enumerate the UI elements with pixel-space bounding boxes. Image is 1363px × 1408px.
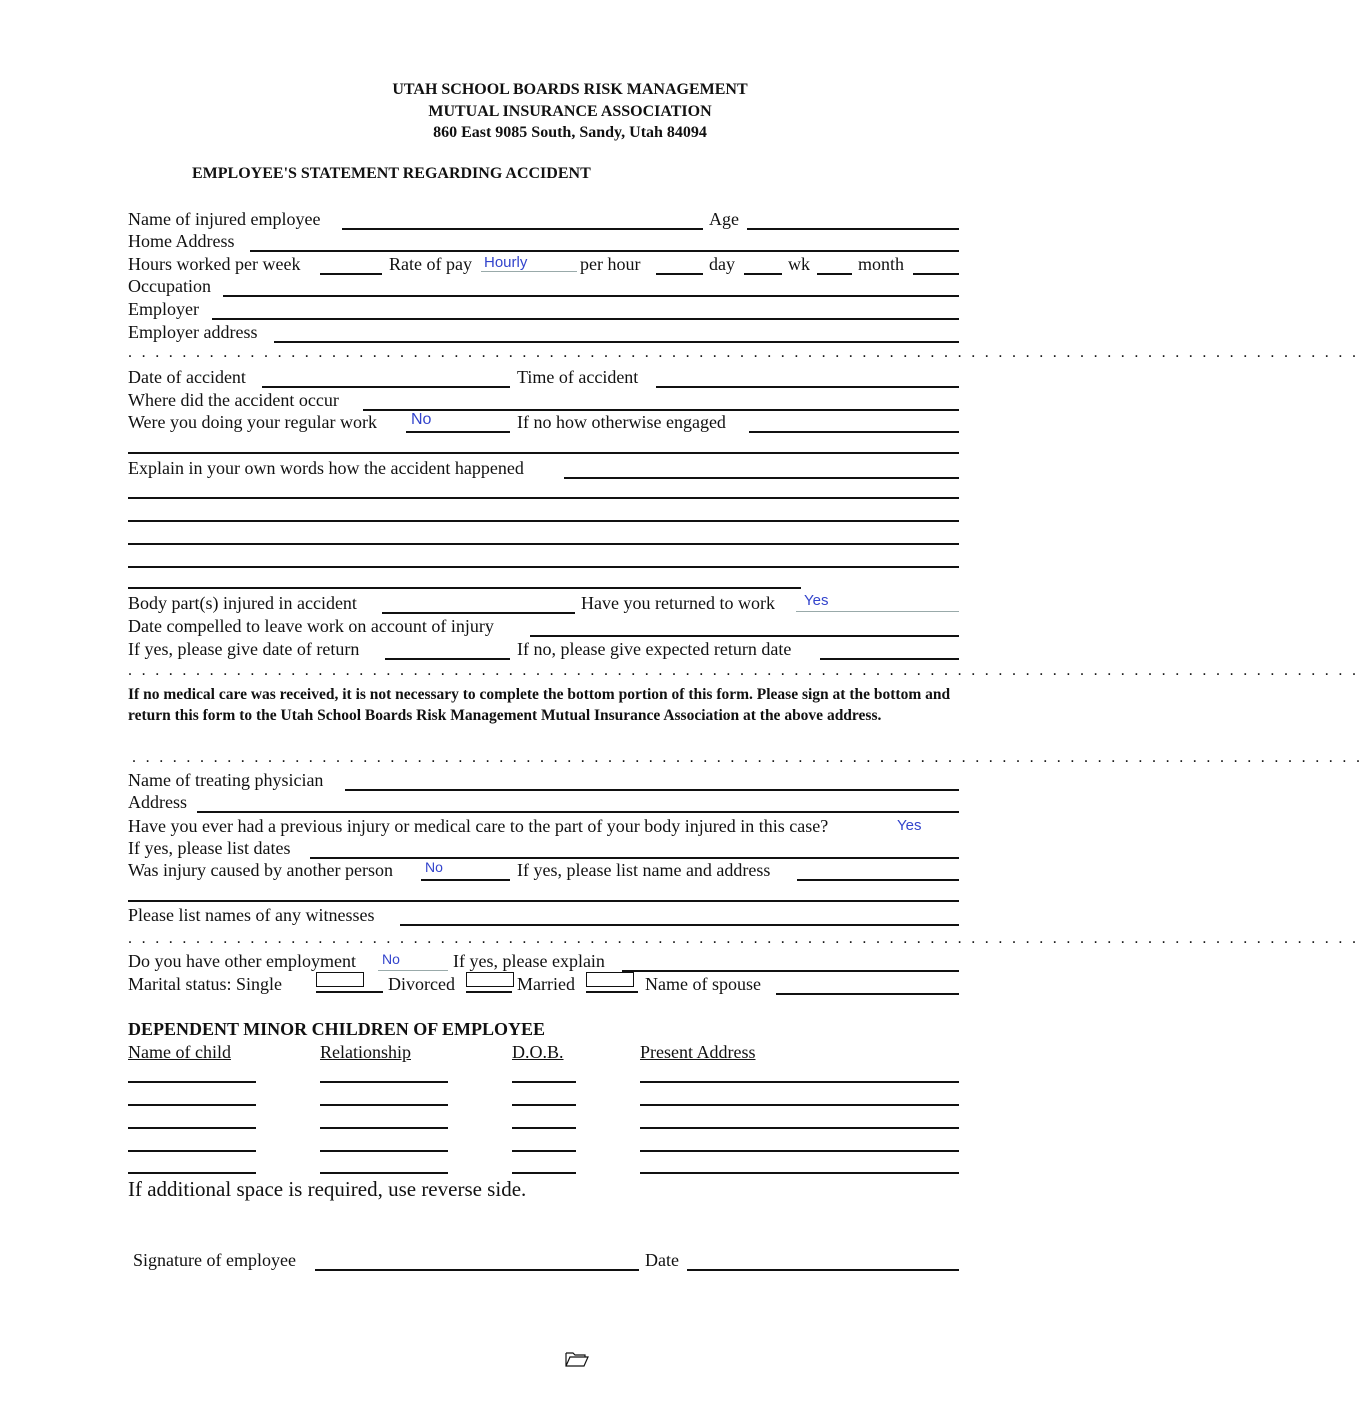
child-name-field[interactable] <box>128 1172 256 1174</box>
wk-field[interactable] <box>817 252 852 275</box>
signature-date-field[interactable] <box>687 1248 959 1271</box>
time-of-accident-field[interactable] <box>656 365 959 388</box>
org-address: 860 East 9085 South, Sandy, Utah 84094 <box>433 124 707 141</box>
spouse-field[interactable] <box>776 972 959 995</box>
physician-field[interactable] <box>345 768 959 791</box>
compelled-label: Date compelled to leave work on account of injury <box>128 616 494 636</box>
child-dob-field[interactable] <box>512 1172 576 1174</box>
child-address-field[interactable] <box>640 1104 959 1106</box>
child-name-field[interactable] <box>128 1150 256 1152</box>
where-label: Where did the accident occur <box>128 390 339 410</box>
child-dob-field[interactable] <box>512 1104 576 1106</box>
additional-space-note: If additional space is required, use reverse side. <box>128 1177 527 1201</box>
where-field[interactable] <box>363 388 959 411</box>
another-person-label: Was injury caused by another person <box>128 860 393 880</box>
rate-label: Rate of pay <box>389 254 472 274</box>
col-relationship: Relationship <box>320 1042 411 1062</box>
col-dob: D.O.B. <box>512 1042 564 1062</box>
single-checkbox[interactable] <box>316 972 364 987</box>
dotted-separator: . . . . . . . . . . . . . . . . . . . . . . . . . . . . . . . . . . . . . . . . . . . . . . . . . . . . . . . . . . . . . . . . . . . . . . . . . . . . . . . . . . . . . . . . . . . <box>128 662 1359 679</box>
explain-employment-label: If yes, please explain <box>453 951 605 971</box>
time-of-accident-label: Time of accident <box>517 367 639 387</box>
child-dob-field[interactable] <box>512 1150 576 1152</box>
age-label: Age <box>709 209 739 229</box>
home-address-field[interactable] <box>250 229 959 252</box>
signature-label: Signature of employee <box>133 1250 296 1270</box>
name-address-field[interactable] <box>797 858 959 881</box>
marital-single-label: Marital status: Single <box>128 974 282 994</box>
month-label: month <box>858 254 905 274</box>
child-address-field[interactable] <box>640 1150 959 1152</box>
witnesses-label: Please list names of any witnesses <box>128 905 375 925</box>
per-hour-label: per hour <box>580 254 641 274</box>
physician-address-label: Address <box>128 792 187 812</box>
physician-label: Name of treating physician <box>128 770 324 790</box>
day-field[interactable] <box>744 252 782 275</box>
physician-address-field[interactable] <box>197 790 959 813</box>
divorced-checkbox[interactable] <box>466 972 514 987</box>
home-address-label: Home Address <box>128 231 235 251</box>
dotted-separator: . . . . . . . . . . . . . . . . . . . . . . . . . . . . . . . . . . . . . . . . . . . . . . . . . . . . . . . . . . . . . . . . . . . . . . . . . . . . . . . . . . . . . . . . . . . <box>128 344 1359 361</box>
return-date-field[interactable] <box>385 637 510 660</box>
another-person-value: No <box>425 859 443 875</box>
otherwise-continuation-line[interactable] <box>128 452 959 454</box>
list-dates-label: If yes, please list dates <box>128 838 291 858</box>
child-address-field[interactable] <box>640 1172 959 1174</box>
employer-address-field[interactable] <box>274 320 959 343</box>
compelled-field[interactable] <box>530 614 959 637</box>
age-field[interactable] <box>747 207 959 230</box>
explain-line-5[interactable] <box>128 587 801 589</box>
child-name-field[interactable] <box>128 1127 256 1129</box>
child-relationship-field[interactable] <box>320 1150 448 1152</box>
married-checkbox[interactable] <box>586 972 634 987</box>
per-hour-field[interactable] <box>656 252 703 275</box>
regular-work-value: No <box>411 411 432 428</box>
child-relationship-field[interactable] <box>320 1172 448 1174</box>
regular-work-label: Were you doing your regular work <box>128 412 377 432</box>
explain-line-3[interactable] <box>128 543 959 545</box>
dotted-separator: . . . . . . . . . . . . . . . . . . . . . . . . . . . . . . . . . . . . . . . . . . . . . . . . . . . . . . . . . . . . . . . . . . . . . . . . . . . . . . . . . . . . . . . . . . . <box>128 930 1359 947</box>
col-name-of-child: Name of child <box>128 1042 231 1062</box>
folder-icon[interactable] <box>565 1351 589 1367</box>
list-dates-field[interactable] <box>310 836 959 859</box>
employer-label: Employer <box>128 299 199 319</box>
hours-field[interactable] <box>320 252 382 275</box>
employer-address-label: Employer address <box>128 322 258 342</box>
child-address-field[interactable] <box>640 1127 959 1129</box>
otherwise-label: If no how otherwise engaged <box>517 412 726 432</box>
previous-injury-label: Have you ever had a previous injury or medical care to the part of your body injured in this case? <box>128 816 829 836</box>
employer-field[interactable] <box>212 297 959 320</box>
divorced-underline <box>466 991 512 993</box>
occupation-field[interactable] <box>223 274 959 297</box>
married-label: Married <box>517 974 575 994</box>
form-title: EMPLOYEE'S STATEMENT REGARDING ACCIDENT <box>192 165 591 182</box>
divorced-label: Divorced <box>388 974 455 994</box>
spouse-label: Name of spouse <box>645 974 761 994</box>
org-name-line1: UTAH SCHOOL BOARDS RISK MANAGEMENT <box>392 81 748 98</box>
child-dob-field[interactable] <box>512 1127 576 1129</box>
child-relationship-field[interactable] <box>320 1104 448 1106</box>
date-of-accident-label: Date of accident <box>128 367 246 387</box>
expected-label: If no, please give expected return date <box>517 639 792 659</box>
name-address-continuation-line[interactable] <box>128 900 959 902</box>
wk-label: wk <box>788 254 810 274</box>
name-address-label: If yes, please list name and address <box>517 860 771 880</box>
child-name-field[interactable] <box>128 1081 256 1083</box>
explain-field[interactable] <box>564 456 959 479</box>
body-part-field[interactable] <box>382 591 575 614</box>
other-employment-value: No <box>382 951 400 967</box>
child-address-field[interactable] <box>640 1081 959 1083</box>
rate-value: Hourly <box>484 254 528 271</box>
returned-value: Yes <box>804 592 829 609</box>
explain-line-4[interactable] <box>128 566 959 568</box>
explain-line-2[interactable] <box>128 520 959 522</box>
month-field[interactable] <box>913 252 959 275</box>
married-underline <box>586 991 638 993</box>
col-present-address: Present Address <box>640 1042 756 1062</box>
previous-injury-value: Yes <box>897 817 922 834</box>
witnesses-field[interactable] <box>400 903 959 926</box>
signature-field[interactable] <box>315 1248 639 1271</box>
dotted-separator: . . . . . . . . . . . . . . . . . . . . . . . . . . . . . . . . . . . . . . . . . . . . . . . . . . . . . . . . . . . . . . . . . . . . . . . . . . . . . . . . . . . . . . . . . . . <box>132 749 1363 766</box>
occupation-label: Occupation <box>128 276 211 296</box>
otherwise-field[interactable] <box>749 410 959 433</box>
child-relationship-field[interactable] <box>320 1081 448 1083</box>
explain-line-1[interactable] <box>128 497 959 499</box>
body-part-label: Body part(s) injured in accident <box>128 593 357 613</box>
single-underline <box>316 991 383 993</box>
hours-label: Hours worked per week <box>128 254 301 274</box>
name-label: Name of injured employee <box>128 209 321 229</box>
return-date-label: If yes, please give date of return <box>128 639 360 659</box>
date-of-accident-field[interactable] <box>262 365 510 388</box>
org-name-line2: MUTUAL INSURANCE ASSOCIATION <box>428 103 712 120</box>
child-name-field[interactable] <box>128 1104 256 1106</box>
other-employment-label: Do you have other employment <box>128 951 356 971</box>
medical-care-notice: If no medical care was received, it is not necessary to complete the bottom portion of this form. Please sign at the bottom and return this form to the Utah School Boards Risk Management Mutual Insurance Association at the above address. <box>128 686 951 724</box>
explain-label: Explain in your own words how the accident happened <box>128 458 524 478</box>
signature-date-label: Date <box>645 1250 679 1270</box>
employee-name-field[interactable] <box>342 207 703 230</box>
child-relationship-field[interactable] <box>320 1127 448 1129</box>
expected-date-field[interactable] <box>820 637 959 660</box>
day-label: day <box>709 254 735 274</box>
returned-label: Have you returned to work <box>581 593 775 613</box>
explain-employment-field[interactable] <box>622 949 959 972</box>
children-heading: DEPENDENT MINOR CHILDREN OF EMPLOYEE <box>128 1019 546 1039</box>
child-dob-field[interactable] <box>512 1081 576 1083</box>
